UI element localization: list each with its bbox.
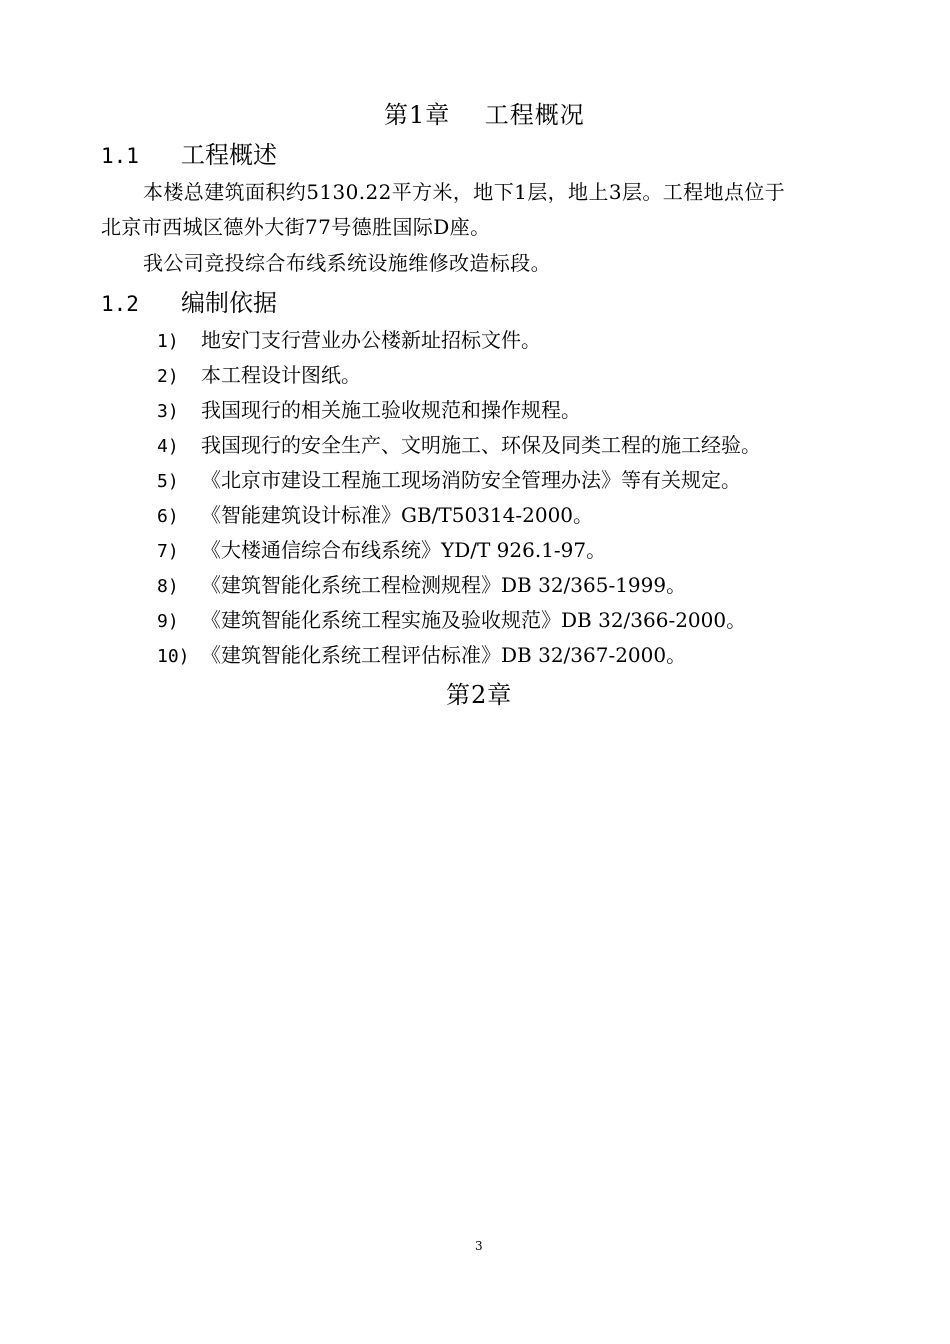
list-item-text: 《建筑智能化系统工程检测规程》DB 32/365-1999。 — [201, 573, 687, 597]
list-item-text: 我国现行的相关施工验收规范和操作规程。 — [201, 398, 581, 422]
section-1-1-number: 1.1 — [101, 144, 139, 168]
list-item — [157, 359, 361, 388]
list-item-text: 地安门支行营业办公楼新址招标文件。 — [201, 328, 541, 352]
chapter-2-number: 第2章 — [446, 681, 513, 709]
list-item — [157, 464, 741, 493]
list-item-number: 3) — [157, 401, 179, 422]
list-item-number: 4) — [157, 436, 179, 457]
list-item-text: 《建筑智能化系统工程实施及验收规范》DB 32/366-2000。 — [201, 608, 747, 632]
list-item-text: 《大楼通信综合布线系统》YD/T 926.1-97。 — [201, 538, 607, 562]
chapter-1-title: 工程概况 — [484, 101, 585, 129]
list-item-text: 本工程设计图纸。 — [201, 363, 361, 387]
paragraph-2: 我公司竞投综合布线系统设施维修改造标段。 — [143, 251, 551, 275]
list-item-text: 我国现行的安全生产、文明施工、环保及同类工程的施工经验。 — [201, 433, 761, 457]
list-item-number: 2) — [157, 366, 179, 387]
list-item — [157, 604, 746, 633]
section-1-2-heading — [101, 283, 277, 318]
section-1-1-heading — [101, 135, 277, 170]
paragraph-1-line-2: 北京市西城区德外大街77号德胜国际D座。 — [101, 215, 491, 239]
list-item-number: 10) — [157, 646, 190, 667]
list-item-text: 《北京市建设工程施工现场消防安全管理办法》等有关规定。 — [201, 468, 741, 492]
section-1-1-title: 工程概述 — [181, 141, 277, 169]
chapter-1-number: 第1章 — [384, 101, 451, 129]
list-item — [157, 394, 581, 423]
paragraph-1-line-1: 本楼总建筑面积约5130.22平方米，地下1层，地上3层。工程地点位于 — [143, 180, 786, 204]
list-item — [157, 569, 686, 598]
list-item — [157, 499, 593, 528]
list-item-number: 7) — [157, 541, 179, 562]
list-item — [157, 639, 686, 668]
chapter-1-heading — [384, 95, 585, 130]
list-item — [157, 324, 541, 353]
list-item-number: 1) — [157, 331, 179, 352]
list-item-number: 5) — [157, 471, 179, 492]
section-1-2-title: 编制依据 — [181, 289, 277, 317]
list-item-number: 8) — [157, 576, 179, 597]
list-item-number: 6) — [157, 506, 179, 527]
section-1-2-number: 1.2 — [101, 292, 139, 316]
list-item-text: 《智能建筑设计标准》GB/T50314-2000。 — [201, 503, 594, 527]
chapter-2-heading — [446, 675, 512, 710]
list-item-number: 9) — [157, 611, 179, 632]
list-item-text: 《建筑智能化系统工程评估标准》DB 32/367-2000。 — [201, 643, 687, 667]
page-number: 3 — [475, 1239, 483, 1253]
list-item — [157, 429, 761, 458]
list-item — [157, 534, 606, 563]
